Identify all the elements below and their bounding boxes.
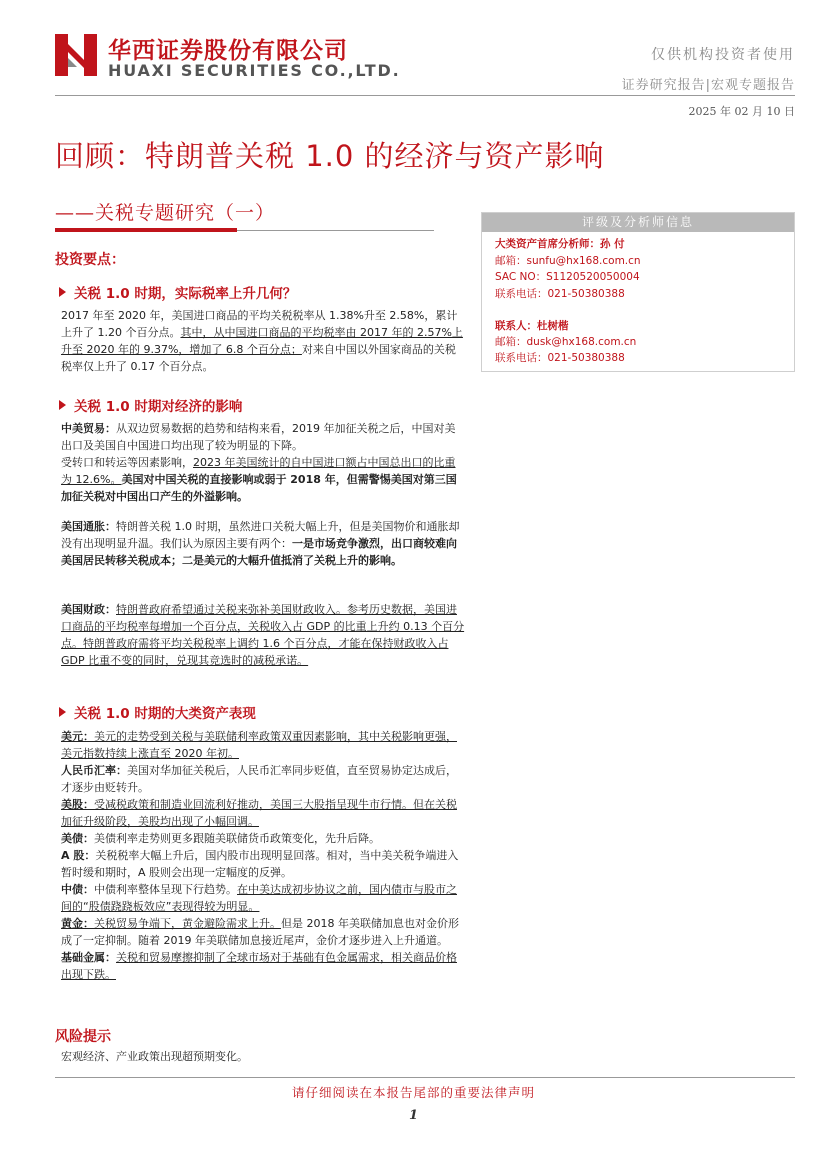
section-heading: 关税 1.0 时期，实际税率上升几何？ xyxy=(55,282,296,302)
company-name-cn: 华西证券股份有限公司 xyxy=(108,38,348,64)
page-number: 1 xyxy=(408,1108,419,1123)
paragraph-inflation: 美国通胀：特朗普关税 1.0 时期，虽然进口关税大幅上升，但是美国物价和通胀却没有出现明显升温。我们认为原因主要有两个：一是市场竞争激烈，出口商较难向美国居民转移关税成本；二是美元的大幅升值抵消了关税上升的影响。 xyxy=(61,520,460,567)
analyst-phone: 联系电话：021-50380388 xyxy=(495,288,625,300)
analyst-role: 大类资产首席分析师：孙 付 xyxy=(495,238,625,250)
audience-note: 仅供机构投资者使用 xyxy=(651,47,795,63)
contact-role: 联系人：杜树楷 xyxy=(495,320,569,332)
contact-email[interactable]: 邮箱：dusk@hx168.com.cn xyxy=(495,336,637,348)
triangle-bullet-icon xyxy=(59,287,66,297)
title-underline-accent xyxy=(55,228,237,232)
analyst-sac: SAC NO：S1120520050004 xyxy=(495,271,640,283)
key-points-heading: 投资要点： xyxy=(55,252,125,268)
risk-heading: 风险提示 xyxy=(55,1029,111,1045)
header-divider xyxy=(55,95,795,96)
page-subtitle: ——关税专题研究（一） xyxy=(55,202,276,224)
paragraph-fiscal: 美国财政：特朗普政府希望通过关税来弥补美国财政收入。参考历史数据，美国进口商品的平均税率每增加一个百分点，关税收入占 GDP 的比重上升约 0.13 个百分点。特朗普政府需将平均关税税率上调约 1.6 个百分点，才能在保持财政收入占 GDP 比重不变的同时，兑现其竞选时的减税承诺。 xyxy=(61,603,465,667)
title-underline xyxy=(237,230,434,231)
report-date: 2025 年 02 月 10 日 xyxy=(688,105,795,118)
paragraph: 2017 年至 2020 年，美国进口商品的平均关税税率从 1.38%升至 2.58%，累计上升了 1.20 个百分点。其中，从中国进口商品的平均税率由 2017 年的 2.57%上升至 2020 年的 9.37%，增加了 6.8 个百分点；对来自中国以外国家商品的关税税率仅上升了 0.17 个百分点。 xyxy=(61,309,463,373)
footer-divider xyxy=(55,1077,795,1078)
huaxi-logo-icon xyxy=(55,34,97,76)
section-heading: 关税 1.0 时期的大类资产表现 xyxy=(55,702,256,722)
legal-notice: 请仔细阅读在本报告尾部的重要法律声明 xyxy=(291,1085,535,1100)
report-type: 证券研究报告|宏观专题报告 xyxy=(621,78,795,93)
analyst-email[interactable]: 邮箱：sunfu@hx168.com.cn xyxy=(495,255,641,267)
triangle-bullet-icon xyxy=(59,707,66,717)
triangle-bullet-icon xyxy=(59,400,66,410)
panel-heading: 评级及分析师信息 xyxy=(482,213,794,232)
paragraph-assets: 美元：美元的走势受到关税与美联储利率政策双重因素影响，其中关税影响更强，美元指数持续上涨直至 2020 年初。 人民币汇率：美国对华加征关税后，人民币汇率同步贬值，直至贸易协定达成后，才逐步由贬转升。 美股：受减税政策和制造业回流利好推动，美国三大股指呈现牛市行情。但在关税加征升级阶段，美股均出现了小幅回调。 美债：美债利率走势则更多跟随美联储货币政策变化，先升后降。 A 股：关税税率大幅上升后，国内股市出现明显回落。相对，当中美关税争端进入暂时缓和期时，A 股则会出现一定幅度的反弹。 中债：中债利率整体呈现下行趋势。在中美达成初步协议之前，国内债市与股市之间的“股债跷跷板效应”表现得较为明显。 黄金：关税贸易争端下，黄金避险需求上升。但是 2018 年美联储加息也对金价形成了一定抑制。随着 2019 年美联储加息接近尾声，金价才逐步进入上升通道。 基础金属：关税和贸易摩擦抑制了全球市场对于基础有色金属需求，相关商品价格出现下跌。 xyxy=(61,730,459,981)
analyst-info-panel xyxy=(481,212,795,372)
page-title: 回顾：特朗普关税 1.0 的经济与资产影响 xyxy=(55,139,605,173)
contact-phone: 联系电话：021-50380388 xyxy=(495,352,625,364)
risk-text: 宏观经济、产业政策出现超预期变化。 xyxy=(61,1050,248,1063)
company-name-en: HUAXI SECURITIES CO.,LTD. xyxy=(108,61,401,80)
section-heading: 关税 1.0 时期对经济的影响 xyxy=(55,395,242,415)
paragraph-trade: 中美贸易：从双边贸易数据的趋势和结构来看，2019 年加征关税之后，中国对美出口及美国自中国进口均出现了较为明显的下降。 受转口和转运等因素影响，2023 年美国统计的自中国进口额占中国总出口的比重为 12.6%。美国对中国关税的直接影响或弱于 2018 年，但需警惕美国对第三国加征关税对中国出口产生的外溢影响。 xyxy=(61,422,457,503)
